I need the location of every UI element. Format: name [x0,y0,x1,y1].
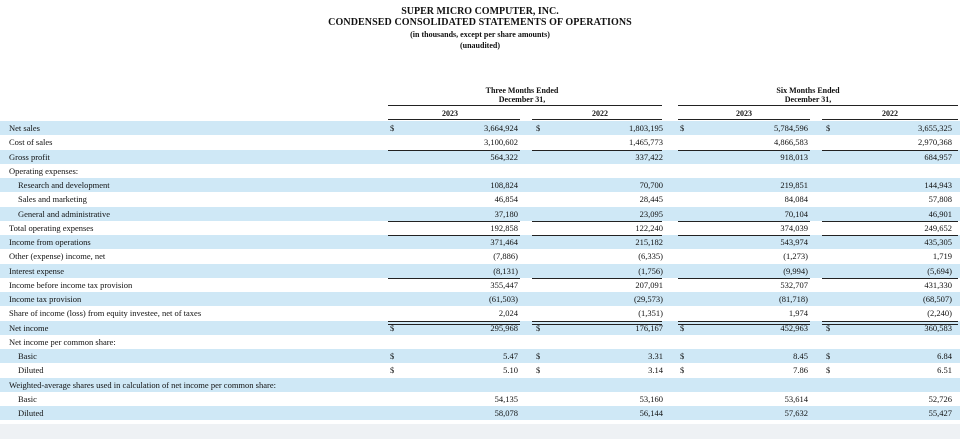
cell-value: 52,726 [928,393,952,404]
table-row [0,278,960,292]
subtotal-rule [678,221,810,222]
cell-value: 355,447 [490,279,518,290]
row-label: Sales and marketing [18,194,87,205]
row-label: Interest expense [9,265,64,276]
three-months-line2: December 31, [498,95,546,104]
dollar-sign: $ [826,322,831,333]
total-double-rule [532,321,662,325]
cell-value: 1,465,773 [629,137,663,148]
row-label: Basic [18,351,37,361]
year-header-4: 2022 [882,109,898,118]
cell-value: 84,084 [784,194,808,205]
six-months-line2: December 31, [784,95,832,104]
cell-value: 249,652 [924,222,952,233]
subtotal-rule [822,221,958,222]
table-row [0,306,960,320]
cell-value: (8,131) [493,265,518,276]
cell-value: 192,858 [490,222,518,233]
statement-table [0,121,960,420]
subtotal-rule [678,150,810,151]
cell-value: 7.86 [793,365,808,376]
cell-value: 207,091 [635,279,663,290]
table-row [0,335,960,349]
table-row [0,150,960,164]
row-label: Total operating expenses [9,222,94,233]
total-double-rule [822,321,958,325]
table-row [0,235,960,249]
cell-value: 57,808 [928,194,952,205]
dollar-sign: $ [826,123,831,133]
dollar-sign: $ [680,365,685,376]
table-row [0,164,960,178]
cell-value: 1,803,195 [629,123,663,133]
dollar-sign: $ [680,322,685,333]
cell-value: 2,970,368 [918,137,952,148]
three-months-header [448,86,596,104]
cell-value: 176,167 [635,322,663,333]
cell-value: 2,024 [498,308,518,319]
row-label: General and administrative [18,208,111,219]
cell-value: 543,974 [780,237,808,247]
year-rule-1 [388,119,520,120]
cell-value: 215,182 [635,237,663,247]
cell-value: 58,078 [494,408,518,418]
row-label: Share of income (loss) from equity investee, net of taxes [9,308,202,319]
cell-value: 70,104 [784,208,808,219]
table-row [0,264,960,278]
table-row [0,321,960,335]
dollar-sign: $ [536,322,541,333]
six-months-line1: Six Months Ended [776,86,840,95]
cell-value: 1,974 [788,308,808,319]
row-label: Diluted [18,408,44,418]
dollar-sign: $ [826,351,831,361]
six-months-header [733,86,883,104]
total-double-rule [678,321,810,325]
dollar-sign: $ [390,365,395,376]
cell-value: 564,322 [490,151,518,162]
cell-value: 57,632 [784,408,808,418]
dollar-sign: $ [680,123,685,133]
cell-value: (9,994) [783,265,808,276]
cell-value: 23,095 [639,208,663,219]
cell-value: 684,957 [924,151,952,162]
row-label: Other (expense) income, net [9,251,106,262]
dollar-sign: $ [390,351,395,361]
cell-value: (6,335) [638,251,663,262]
dollar-sign: $ [536,351,541,361]
year-rule-3 [678,119,810,120]
cell-value: 6.51 [937,365,952,376]
cell-value: (1,273) [783,251,808,262]
cell-value: 4,866,583 [774,137,808,148]
dollar-sign: $ [680,351,685,361]
dollar-sign: $ [390,322,395,333]
cell-value: 452,963 [780,322,808,333]
row-label: Income tax provision [9,294,82,304]
year-header-2: 2022 [592,109,608,118]
cell-value: 295,968 [490,322,518,333]
subtotal-rule [532,150,662,151]
subtotal-rule [532,278,662,279]
cell-value: 46,854 [494,194,518,205]
cell-value: 3,655,325 [918,123,952,133]
units-note: (in thousands, except per share amounts) [410,30,550,39]
six-months-rule [678,105,958,106]
cell-value: 3.31 [648,351,663,361]
subtotal-rule [532,221,662,222]
subtotal-rule [388,221,520,222]
cell-value: 37,180 [494,208,518,219]
cell-value: 28,445 [639,194,663,205]
footer-band [0,424,960,439]
subtotal-rule [678,235,810,236]
total-double-rule [388,321,520,325]
cell-value: 122,240 [635,222,663,233]
dollar-sign: $ [826,365,831,376]
subtotal-rule [822,235,958,236]
statement-title: CONDENSED CONSOLIDATED STATEMENTS OF OPERATIONS [328,17,632,28]
table-row [0,192,960,206]
cell-value: 3.14 [648,365,663,376]
year-header-3: 2023 [736,109,752,118]
cell-value: (29,573) [633,294,663,304]
table-row [0,178,960,192]
cell-value: 55,427 [928,408,952,418]
table-row [0,121,960,135]
year-rule-4 [822,119,958,120]
row-label: Basic [18,393,37,404]
row-label: Diluted [18,365,44,376]
cell-value: (7,886) [493,251,518,262]
table-row [0,363,960,377]
cell-value: 108,824 [490,180,518,190]
cell-value: 374,039 [780,222,808,233]
cell-value: 8.45 [793,351,808,361]
row-label: Research and development [18,180,110,190]
table-row [0,249,960,263]
three-months-rule [388,105,662,106]
subtotal-rule [388,235,520,236]
cell-value: 5,784,596 [774,123,808,133]
subtotal-rule [388,150,520,151]
table-row [0,349,960,363]
row-label: Income from operations [9,237,91,247]
row-label: Operating expenses: [9,165,79,176]
subtotal-rule [388,278,520,279]
cell-value: 3,100,602 [484,137,518,148]
cell-value: 532,707 [780,279,808,290]
row-label: Income before income tax provision [9,279,133,290]
cell-value: 435,305 [924,237,952,247]
cell-value: 53,160 [639,393,663,404]
cell-value: 56,144 [639,408,663,418]
row-label: Cost of sales [9,137,53,148]
row-label: Net income per common share: [9,336,116,347]
year-header-1: 2023 [442,109,458,118]
cell-value: 337,422 [635,151,663,162]
subtotal-rule [678,278,810,279]
cell-value: 6.84 [937,351,952,361]
table-row [0,378,960,392]
three-months-line1: Three Months Ended [485,86,559,95]
cell-value: (61,503) [488,294,518,304]
audit-note: (unaudited) [459,41,500,50]
cell-value: 1,719 [932,251,952,262]
cell-value: 144,943 [924,180,952,190]
table-row [0,221,960,235]
cell-value: (5,694) [927,265,952,276]
cell-value: 431,330 [924,279,952,290]
dollar-sign: $ [390,123,395,133]
cell-value: 371,464 [490,237,518,247]
cell-value: (1,756) [638,265,663,276]
cell-value: 54,135 [494,393,518,404]
table-row [0,135,960,149]
row-label: Net sales [9,123,40,133]
cell-value: 918,013 [780,151,808,162]
year-rule-2 [532,119,662,120]
subtotal-rule [822,150,958,151]
table-row [0,392,960,406]
cell-value: 70,700 [639,180,663,190]
row-label: Weighted-average shares used in calculation of net income per common share: [9,379,276,390]
cell-value: 5.10 [503,365,518,376]
table-row [0,207,960,221]
cell-value: (2,240) [927,308,952,319]
cell-value: (81,718) [778,294,808,304]
cell-value: (68,507) [922,294,952,304]
table-row [0,292,960,306]
dollar-sign: $ [536,123,541,133]
subtotal-rule [822,278,958,279]
cell-value: 360,583 [924,322,952,333]
cell-value: 53,614 [784,393,808,404]
cell-value: 5.47 [503,351,518,361]
cell-value: 46,901 [928,208,952,219]
table-row [0,406,960,420]
dollar-sign: $ [536,365,541,376]
row-label: Net income [9,322,49,333]
company-name: SUPER MICRO COMPUTER, INC. [401,6,559,17]
subtotal-rule [532,235,662,236]
cell-value: 3,664,924 [484,123,518,133]
cell-value: 219,851 [780,180,808,190]
row-label: Gross profit [9,151,50,162]
cell-value: (1,351) [638,308,663,319]
